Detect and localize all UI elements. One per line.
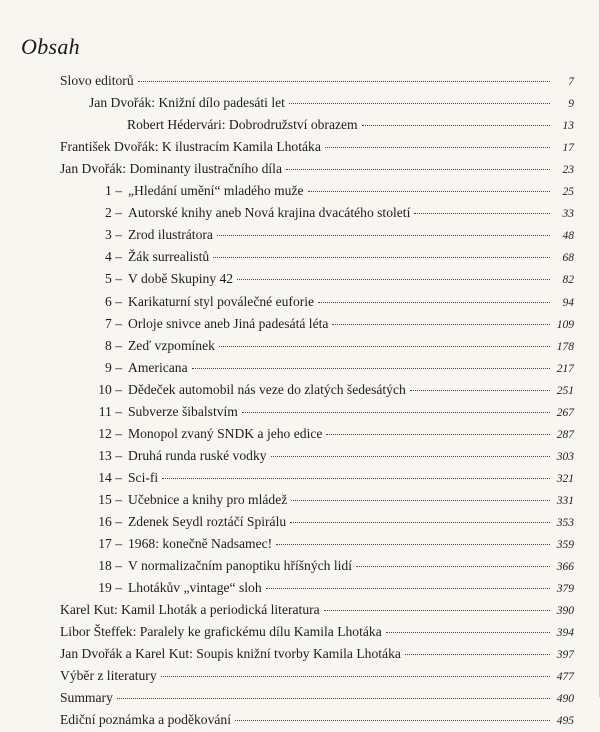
toc-entry <box>89 445 574 467</box>
page-number: 33 <box>562 208 574 221</box>
toc-entry <box>89 533 574 555</box>
page-number: 94 <box>562 296 574 309</box>
toc-entry <box>89 511 574 533</box>
dot-leader <box>162 477 550 479</box>
toc-entry <box>89 335 574 357</box>
dot-leader <box>286 168 550 170</box>
dot-leader <box>219 345 550 347</box>
entry-title: Karikaturní styl poválečné euforie <box>128 293 315 309</box>
chapter-number: 18 – <box>98 558 122 574</box>
dot-leader <box>290 521 550 523</box>
dot-leader <box>161 675 550 677</box>
entry-title: Americana <box>128 359 188 375</box>
dot-leader <box>266 587 550 589</box>
dot-leader <box>242 411 550 413</box>
entry-title: Lhotákův „vintage“ sloh <box>128 580 262 596</box>
page-number: 17 <box>562 142 574 155</box>
entry-title: 1968: konečně Nadsamec! <box>128 536 273 552</box>
toc-entry <box>89 180 574 202</box>
entry-title: Slovo editorů <box>60 73 134 88</box>
page-title: Obsah <box>21 34 80 59</box>
dot-leader <box>405 653 550 655</box>
page-number: 394 <box>556 627 574 640</box>
toc-entry <box>89 92 574 114</box>
dot-leader <box>117 697 550 699</box>
toc-entry <box>89 555 574 577</box>
chapter-number: 13 – <box>98 447 122 463</box>
entry-title: Výběr z literatury <box>60 668 157 684</box>
toc-entry <box>89 291 574 313</box>
page-number: 9 <box>568 98 574 111</box>
page-number: 13 <box>562 120 574 133</box>
chapter-number: 17 – <box>98 536 122 552</box>
dot-leader <box>217 234 550 236</box>
entry-title: V normalizačním panoptiku hříšných lidí <box>128 558 353 574</box>
page-number: 390 <box>556 605 574 618</box>
page-number: 331 <box>556 494 574 507</box>
dot-leader <box>289 102 550 104</box>
dot-leader <box>235 719 550 721</box>
entry-title: Učebnice a knihy pro mládež <box>128 491 288 507</box>
page-number: 379 <box>556 583 574 596</box>
entry-title: Subverze šibalstvím <box>128 403 238 419</box>
entry-title: Orloje snivce aneb Jiná padesátá léta <box>128 315 329 331</box>
dot-leader <box>324 609 550 611</box>
entry-title: Sci-fi <box>128 469 159 485</box>
dot-leader <box>325 146 550 148</box>
toc-entry <box>60 158 574 180</box>
chapter-number: 19 – <box>98 580 122 596</box>
chapter-number: 6 – <box>105 293 122 309</box>
chapter-number: 1 – <box>105 183 122 199</box>
toc-entry <box>89 313 574 335</box>
dot-leader <box>276 543 550 545</box>
toc-entry <box>60 665 574 687</box>
chapter-number: 15 – <box>98 491 122 507</box>
page-number: 287 <box>556 428 574 441</box>
toc-entry <box>89 577 574 599</box>
toc-entry <box>89 224 574 246</box>
chapter-number: 2 – <box>105 205 122 221</box>
entry-title: Jan Dvořák a Karel Kut: Soupis knižní tvorby Kamila Lhotáka <box>60 646 401 662</box>
page-number: 109 <box>556 318 574 331</box>
entry-title: V době Skupiny 42 <box>128 271 234 287</box>
dot-leader <box>410 389 550 391</box>
chapter-number: 10 – <box>98 381 122 397</box>
dot-leader <box>213 256 550 258</box>
page-number: 251 <box>556 384 574 397</box>
page-number: 217 <box>556 362 574 375</box>
page-number: 178 <box>556 340 574 353</box>
dot-leader <box>237 278 550 280</box>
dot-leader <box>271 455 550 457</box>
page-number: 48 <box>562 230 574 243</box>
chapter-number: 14 – <box>98 469 122 485</box>
dot-leader <box>318 301 550 303</box>
toc-entry <box>89 423 574 445</box>
chapter-number: 9 – <box>105 359 122 375</box>
chapter-number: 4 – <box>105 249 122 265</box>
page-number: 359 <box>556 539 574 552</box>
toc-entry <box>89 489 574 511</box>
toc-entry <box>60 599 574 621</box>
entry-title: Zeď vzpomínek <box>128 337 215 353</box>
page-number: 82 <box>562 274 574 287</box>
entry-title: František Dvořák: K ilustracím Kamila Lhotáka <box>60 139 321 155</box>
entry-title: Zrod ilustrátora <box>128 227 213 243</box>
toc-entry <box>60 621 574 643</box>
entry-title: „Hledání umění“ mladého muže <box>128 183 304 199</box>
chapter-number: 8 – <box>105 337 122 353</box>
chapter-number: 16 – <box>98 514 122 529</box>
page-number: 477 <box>556 671 574 684</box>
toc-entry <box>89 401 574 423</box>
page-number: 397 <box>556 649 574 662</box>
chapter-number: 3 – <box>105 227 122 243</box>
dot-leader <box>332 323 550 325</box>
page-number: 267 <box>556 406 574 419</box>
entry-title: Druhá runda ruské vodky <box>128 447 267 463</box>
toc-entry <box>89 379 574 401</box>
dot-leader <box>362 124 550 126</box>
entry-title: Robert Hédervári: Dobrodružství obrazem <box>127 117 358 133</box>
entry-title: Dědeček automobil nás veze do zlatých šedesátých <box>128 381 406 397</box>
page-number: 366 <box>556 561 574 574</box>
entry-title: Žák surrealistů <box>128 249 210 265</box>
dot-leader <box>356 565 550 567</box>
dot-leader <box>414 212 550 214</box>
chapter-number: 11 – <box>98 403 122 419</box>
toc-entry <box>60 70 574 92</box>
toc-entry <box>89 268 574 290</box>
toc-entry <box>89 467 574 489</box>
toc-entry <box>60 643 574 665</box>
toc-entry <box>60 687 574 709</box>
page-number: 23 <box>562 164 574 177</box>
dot-leader <box>308 190 550 192</box>
chapter-number: 5 – <box>105 271 122 287</box>
page-number: 303 <box>556 450 574 463</box>
entry-title: Jan Dvořák: Dominanty ilustračního díla <box>60 161 282 177</box>
chapter-number: 12 – <box>98 425 122 441</box>
dot-leader <box>326 433 550 435</box>
toc-entry <box>89 357 574 379</box>
entry-title: Autorské knihy aneb Nová krajina dvacátého století <box>128 205 411 221</box>
chapter-number: 7 – <box>105 315 122 331</box>
entry-title: Monopol zvaný SNDK a jeho edice <box>128 425 323 441</box>
toc-entry <box>127 114 574 136</box>
dot-leader <box>192 367 550 369</box>
page-number: 68 <box>562 252 574 265</box>
dot-leader <box>138 80 550 82</box>
dot-leader <box>386 631 550 633</box>
toc-entry <box>60 136 574 158</box>
entry-title: Ediční poznámka a poděkování <box>60 712 231 728</box>
entry-title: Summary <box>60 690 113 706</box>
page-number: 353 <box>556 517 574 529</box>
dot-leader <box>291 499 550 501</box>
toc-entry <box>60 709 574 731</box>
page-number: 321 <box>556 472 574 485</box>
entry-title: Karel Kut: Kamil Lhoták a periodická literatura <box>60 602 320 618</box>
page-number: 7 <box>568 76 574 88</box>
entry-title: Zdenek Seydl roztáčí Spirálu <box>128 514 287 529</box>
entry-title: Jan Dvořák: Knižní dílo padesáti let <box>89 95 285 111</box>
toc-entry <box>89 202 574 224</box>
page-number: 490 <box>556 693 574 706</box>
toc-entry <box>89 246 574 268</box>
entry-title: Libor Šteffek: Paralely ke grafickému dílu Kamila Lhotáka <box>60 624 382 640</box>
page-number: 495 <box>556 715 574 728</box>
page-number: 25 <box>562 186 574 199</box>
